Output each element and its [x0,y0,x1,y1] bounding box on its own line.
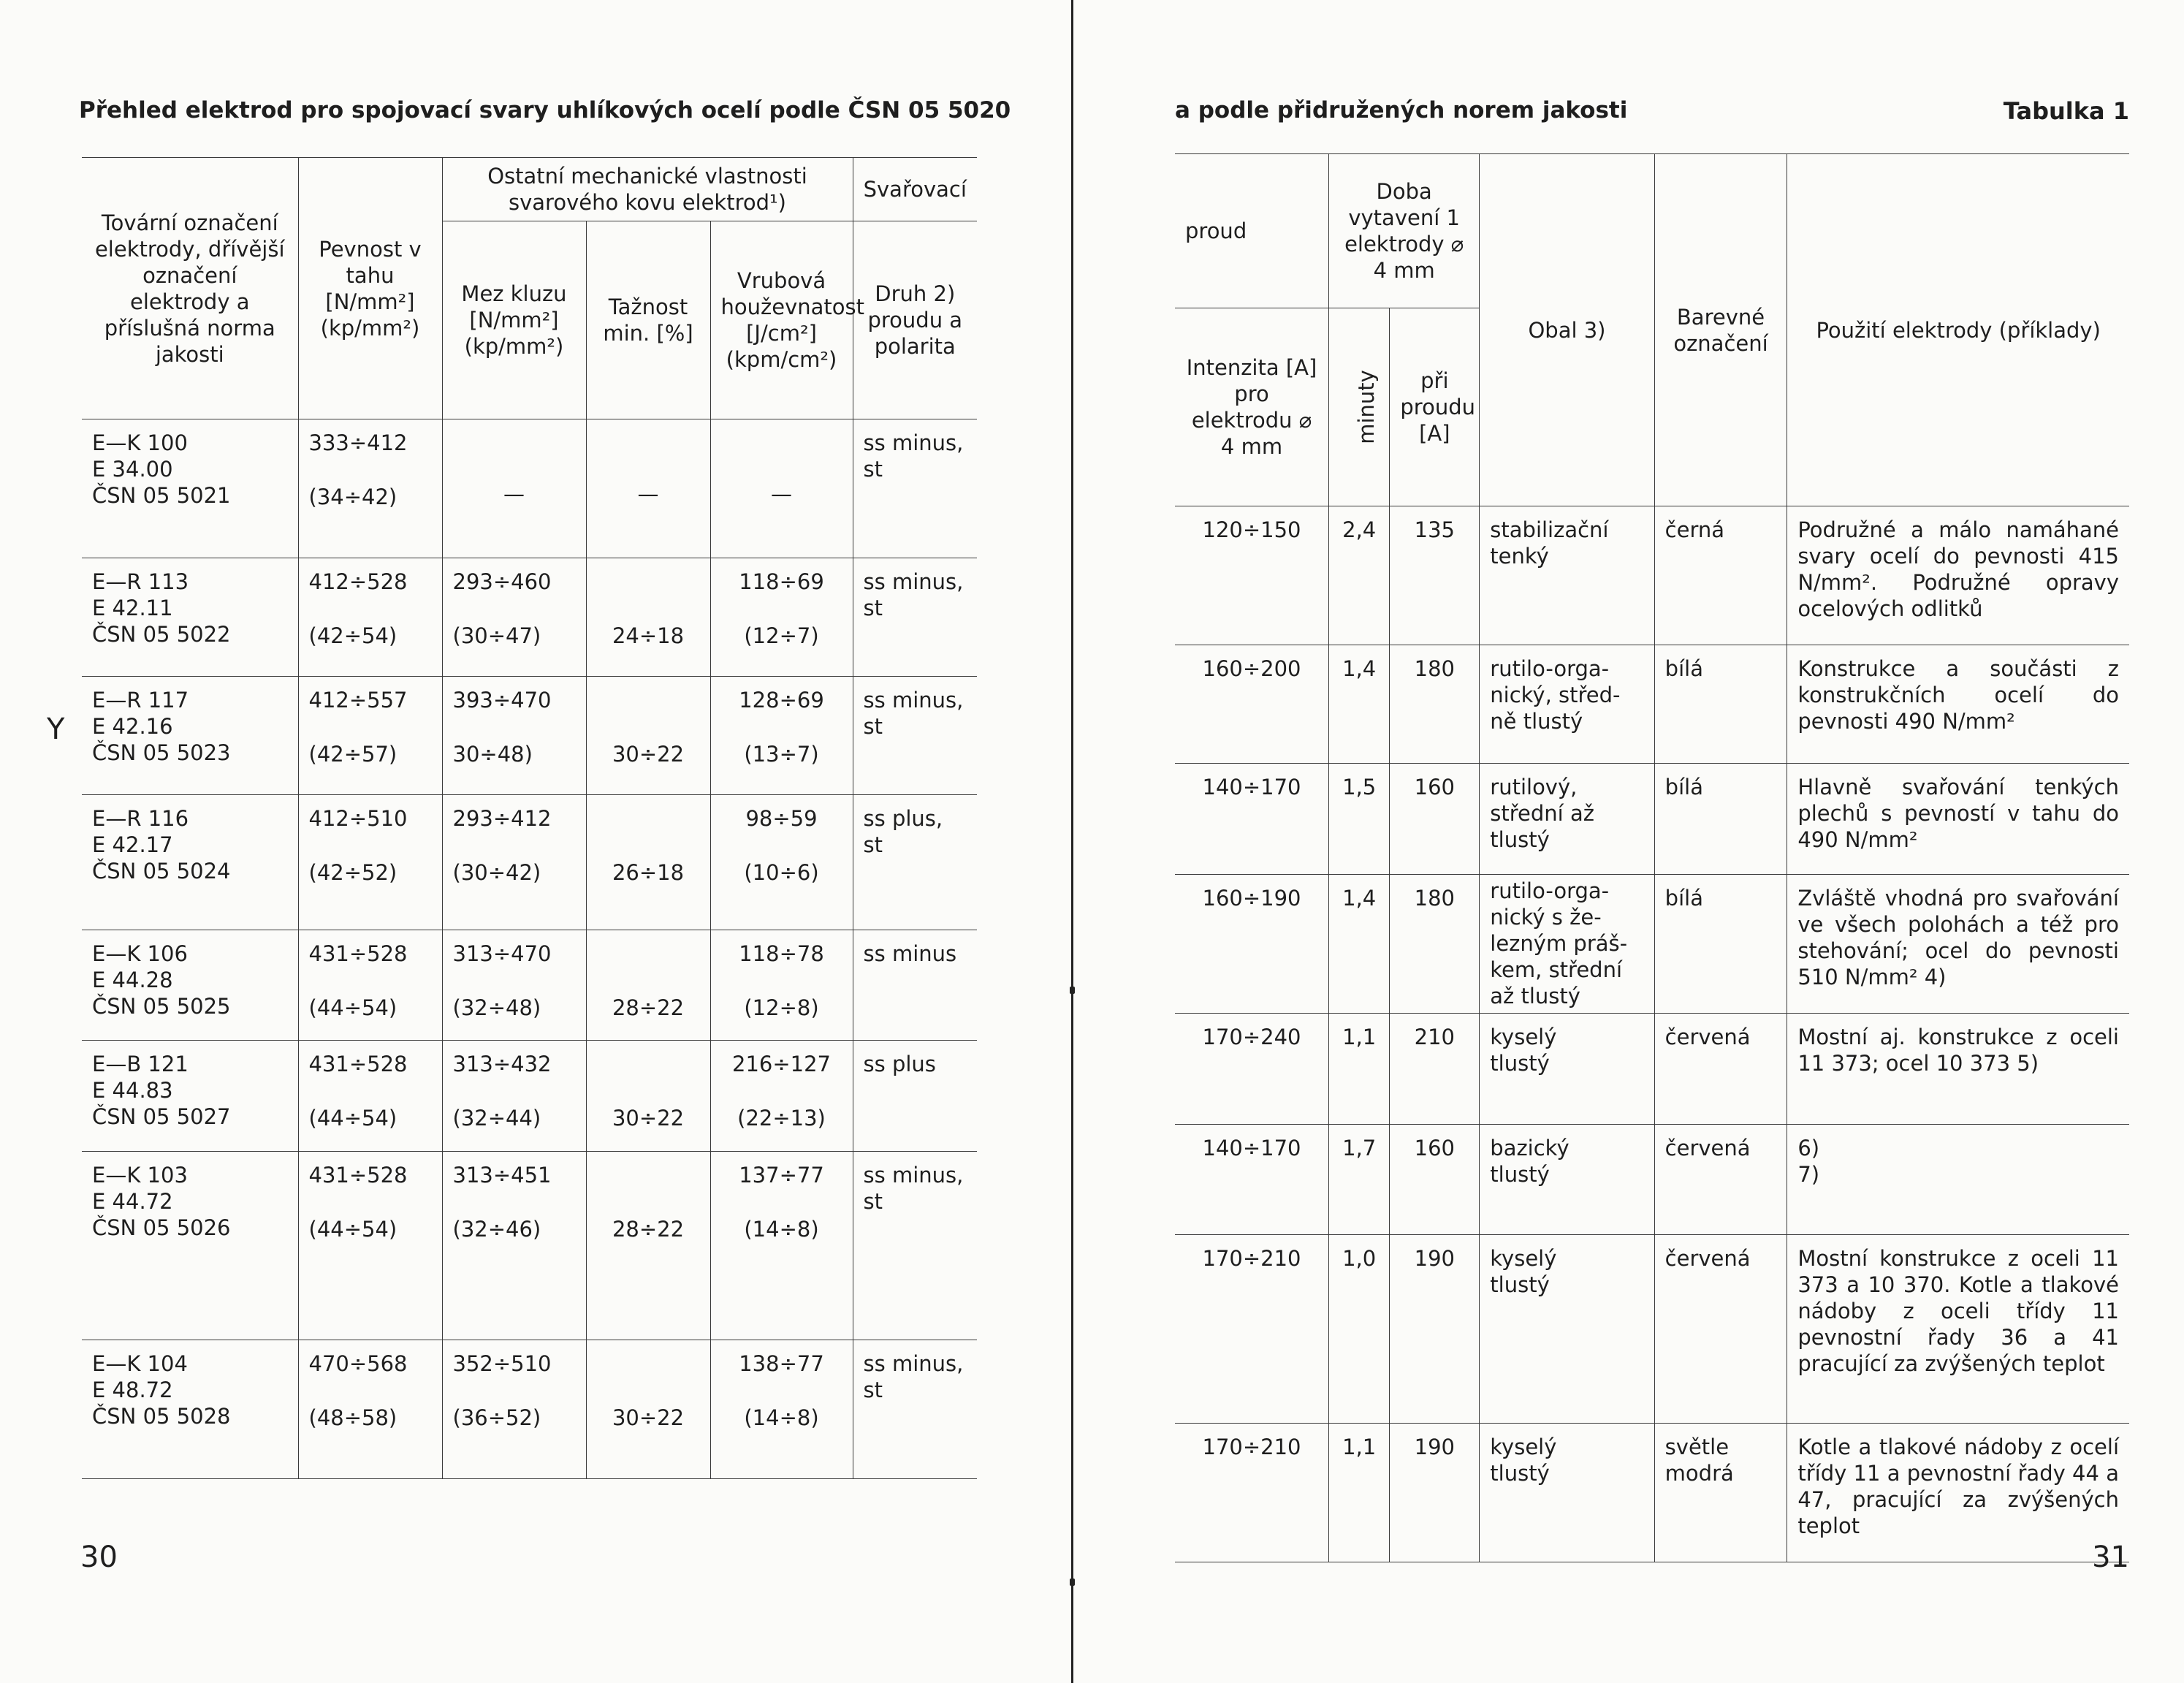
header-yield: Mez kluzu [N/mm²] (kp/mm²) [442,221,586,419]
current-type: ss minus [853,930,977,1041]
current-intensity: 140÷170 [1175,764,1329,875]
table-row [82,1152,977,1340]
electrode-table-right [1175,153,2129,1562]
melt-minutes: 1,4 [1329,645,1390,764]
usage-text: Kotle a tlakové nádoby z ocelí třídy 11 a pevnostní řady 44 a 47, pracující za zvýšených teplot [1787,1424,2129,1562]
page-number: 30 [80,1540,118,1574]
coating-type: rutilo-orga- nický s že- lezným práš- kem, střední až tlustý [1480,875,1654,1014]
electrode-designation: E—K 104 E 48.72 ČSN 05 5028 [82,1340,298,1479]
current-intensity: 160÷190 [1175,875,1329,1014]
coating-type: stabilizační tenký [1480,506,1654,645]
page-number: 31 [2092,1540,2129,1574]
melt-current: 160 [1390,764,1480,875]
current-intensity: 160÷200 [1175,645,1329,764]
electrode-designation: E—K 106 E 44.28 ČSN 05 5025 [82,930,298,1041]
melt-current: 135 [1390,506,1480,645]
color-mark: červená [1654,1235,1787,1424]
strength-value-kp: (34÷42) [308,485,397,509]
header-coating: Obal 3) [1480,154,1654,506]
melt-current: 180 [1390,875,1480,1014]
current-type: ss minus, st [853,677,977,795]
yield-value: 352÷510 [452,1351,552,1376]
melt-minutes: 2,4 [1329,506,1390,645]
coating-type: kyselý tlustý [1480,1235,1654,1424]
table-row [1175,645,2129,764]
current-intensity: 170÷210 [1175,1235,1329,1424]
usage-text: 6) 7) [1787,1125,2129,1235]
table-row [82,795,977,930]
elongation-value: — [637,482,659,506]
header-minutes: minuty [1353,370,1379,444]
elongation-value: 30÷22 [612,742,685,767]
table-row [82,419,977,558]
melt-current: 180 [1390,645,1480,764]
table-row [82,558,977,677]
left-page [0,0,1067,1683]
book-gutter [1071,0,1073,1683]
strength-value: 431÷528 [308,1052,408,1076]
strength-value: 412÷510 [308,806,408,831]
yield-value-kp: (32÷48) [452,995,541,1020]
color-mark: červená [1654,1125,1787,1235]
usage-text: Mostní konstrukce z oceli 11 373 a 10 370. Kotle a tlakové nádoby z oceli třídy 11 pevnostní řady 36 a 41 pracující za zvýšených teplot [1787,1235,2129,1424]
toughness-value: 128÷69 [739,688,824,713]
table-row [82,1340,977,1479]
yield-value-kp: (36÷52) [452,1405,541,1430]
yield-value-kp: (32÷44) [452,1106,541,1131]
yield-value-kp: (32÷46) [452,1217,541,1242]
header-color: Barevné označení [1654,154,1787,506]
toughness-value: 98÷59 [745,806,818,831]
coating-type: kyselý tlustý [1480,1424,1654,1562]
table-row [82,677,977,795]
current-intensity: 120÷150 [1175,506,1329,645]
gutter-mark [1070,987,1075,994]
table-row [1175,1424,2129,1562]
toughness-value: 138÷77 [739,1351,824,1376]
coating-type: rutilový, střední až tlustý [1480,764,1654,875]
elongation-value: 26÷18 [612,860,685,885]
yield-value: 313÷451 [452,1163,552,1188]
strength-value-kp: (48÷58) [308,1405,397,1430]
electrode-designation: E—K 103 E 44.72 ČSN 05 5026 [82,1152,298,1340]
toughness-value: 216÷127 [732,1052,832,1076]
melt-current: 190 [1390,1235,1480,1424]
strength-value-kp: (42÷52) [308,860,397,885]
header-usage: Použití elektrody (příklady) [1787,154,2129,506]
header-at-current: při proudu [A] [1390,308,1480,506]
toughness-value: — [771,482,792,506]
header-melt-time: Doba vytavení 1 elektrody ⌀ 4 mm [1329,154,1480,308]
melt-current: 190 [1390,1424,1480,1562]
margin-mark: Y [47,713,65,746]
yield-value-kp: (30÷47) [452,623,541,648]
color-mark: bílá [1654,645,1787,764]
header-other-properties: Ostatní mechanické vlastnosti svarového kovu elektrod¹) [442,158,853,221]
electrode-designation: E—R 116 E 42.17 ČSN 05 5024 [82,795,298,930]
usage-text: Mostní aj. konstrukce z oceli 11 373; ocel 10 373 5) [1787,1014,2129,1125]
electrode-designation: E—R 117 E 42.16 ČSN 05 5023 [82,677,298,795]
current-intensity: 170÷210 [1175,1424,1329,1562]
usage-text: Zvláště vhodná pro svařování ve všech polohách a též pro stehování; ocel do pevnosti 510 N/mm² 4) [1787,875,2129,1014]
elongation-value: 30÷22 [612,1405,685,1430]
toughness-value-kpm: (12÷7) [744,623,819,648]
yield-value-kp: (30÷42) [452,860,541,885]
color-mark: červená [1654,1014,1787,1125]
strength-value-kp: (42÷54) [308,623,397,648]
strength-value-kp: (42÷57) [308,742,397,767]
color-mark: bílá [1654,875,1787,1014]
left-page-heading: Přehled elektrod pro spojovací svary uhlíkových ocelí podle ČSN 05 5020 [79,97,1011,124]
toughness-value: 118÷78 [739,941,824,966]
strength-value: 470÷568 [308,1351,408,1376]
electrode-designation: E—K 100 E 34.00 ČSN 05 5021 [82,419,298,558]
strength-value-kp: (44÷54) [308,1106,397,1131]
toughness-value-kpm: (22÷13) [737,1106,826,1131]
header-designation: Tovární označení elektrody, dřívější označení elektrody a příslušná norma jakosti [82,158,298,419]
header-current-type: Druh 2) proudu a polarita [853,221,977,419]
yield-value: — [503,482,525,506]
table-row [1175,506,2129,645]
usage-text: Hlavně svařování tenkých plechů s pevností v tahu do 490 N/mm² [1787,764,2129,875]
electrode-designation: E—B 121 E 44.83 ČSN 05 5027 [82,1041,298,1152]
strength-value: 333÷412 [308,430,408,455]
coating-type: rutilo-orga- nický, střed- ně tlustý [1480,645,1654,764]
header-strength: Pevnost v tahu [N/mm²] (kp/mm²) [298,158,442,419]
header-elongation: Tažnost min. [%] [586,221,710,419]
color-mark: světle modrá [1654,1424,1787,1562]
table-row [82,930,977,1041]
toughness-value-kpm: (14÷8) [744,1405,819,1430]
melt-minutes: 1,5 [1329,764,1390,875]
melt-minutes: 1,7 [1329,1125,1390,1235]
table-row [1175,764,2129,875]
table-row [1175,1235,2129,1424]
toughness-value-kpm: (13÷7) [744,742,819,767]
table-row [1175,1125,2129,1235]
toughness-value: 137÷77 [739,1163,824,1188]
strength-value: 412÷528 [308,569,408,594]
elongation-value: 28÷22 [612,1217,685,1242]
gutter-mark [1070,1578,1075,1586]
coating-type: kyselý tlustý [1480,1014,1654,1125]
toughness-value-kpm: (14÷8) [744,1217,819,1242]
header-toughness: Vrubová houževnatost [J/cm²] (kpm/cm²) [710,221,853,419]
color-mark: černá [1654,506,1787,645]
current-intensity: 140÷170 [1175,1125,1329,1235]
yield-value: 293÷412 [452,806,552,831]
melt-minutes: 1,1 [1329,1014,1390,1125]
table-row [1175,1014,2129,1125]
toughness-value-kpm: (10÷6) [744,860,819,885]
electrode-table-left [82,157,977,1479]
elongation-value: 24÷18 [612,623,685,648]
usage-text: Konstrukce a součásti z konstrukčních ocelí do pevnosti 490 N/mm² [1787,645,2129,764]
yield-value: 293÷460 [452,569,552,594]
yield-value: 313÷470 [452,941,552,966]
melt-minutes: 1,1 [1329,1424,1390,1562]
header-welding: Svařovací [853,158,977,221]
table-row [82,1041,977,1152]
current-type: ss minus, st [853,558,977,677]
melt-current: 210 [1390,1014,1480,1125]
table-row [1175,875,2129,1014]
right-page [1078,0,2184,1683]
strength-value: 431÷528 [308,941,408,966]
color-mark: bílá [1654,764,1787,875]
strength-value-kp: (44÷54) [308,995,397,1020]
right-page-heading: a podle přidružených norem jakosti [1175,97,1628,124]
current-type: ss plus, st [853,795,977,930]
elongation-value: 30÷22 [612,1106,685,1131]
melt-minutes: 1,4 [1329,875,1390,1014]
header-current: proud [1175,154,1329,308]
yield-value: 313÷432 [452,1052,552,1076]
yield-value: 393÷470 [452,688,552,713]
current-intensity: 170÷240 [1175,1014,1329,1125]
melt-current: 160 [1390,1125,1480,1235]
header-intensity: Intenzita [A] pro elektrodu ⌀ 4 mm [1175,308,1329,506]
current-type: ss plus [853,1041,977,1152]
toughness-value: 118÷69 [739,569,824,594]
melt-minutes: 1,0 [1329,1235,1390,1424]
table-label: Tabulka 1 [2003,97,2129,125]
coating-type: bazický tlustý [1480,1125,1654,1235]
strength-value: 431÷528 [308,1163,408,1188]
toughness-value-kpm: (12÷8) [744,995,819,1020]
strength-value-kp: (44÷54) [308,1217,397,1242]
current-type: ss minus, st [853,419,977,558]
yield-value-kp: 30÷48) [452,742,533,767]
electrode-designation: E—R 113 E 42.11 ČSN 05 5022 [82,558,298,677]
usage-text: Podružné a málo namáhané svary ocelí do pevnosti 415 N/mm². Podružné opravy ocelových odlitků [1787,506,2129,645]
current-type: ss minus, st [853,1152,977,1340]
elongation-value: 28÷22 [612,995,685,1020]
current-type: ss minus, st [853,1340,977,1479]
strength-value: 412÷557 [308,688,408,713]
